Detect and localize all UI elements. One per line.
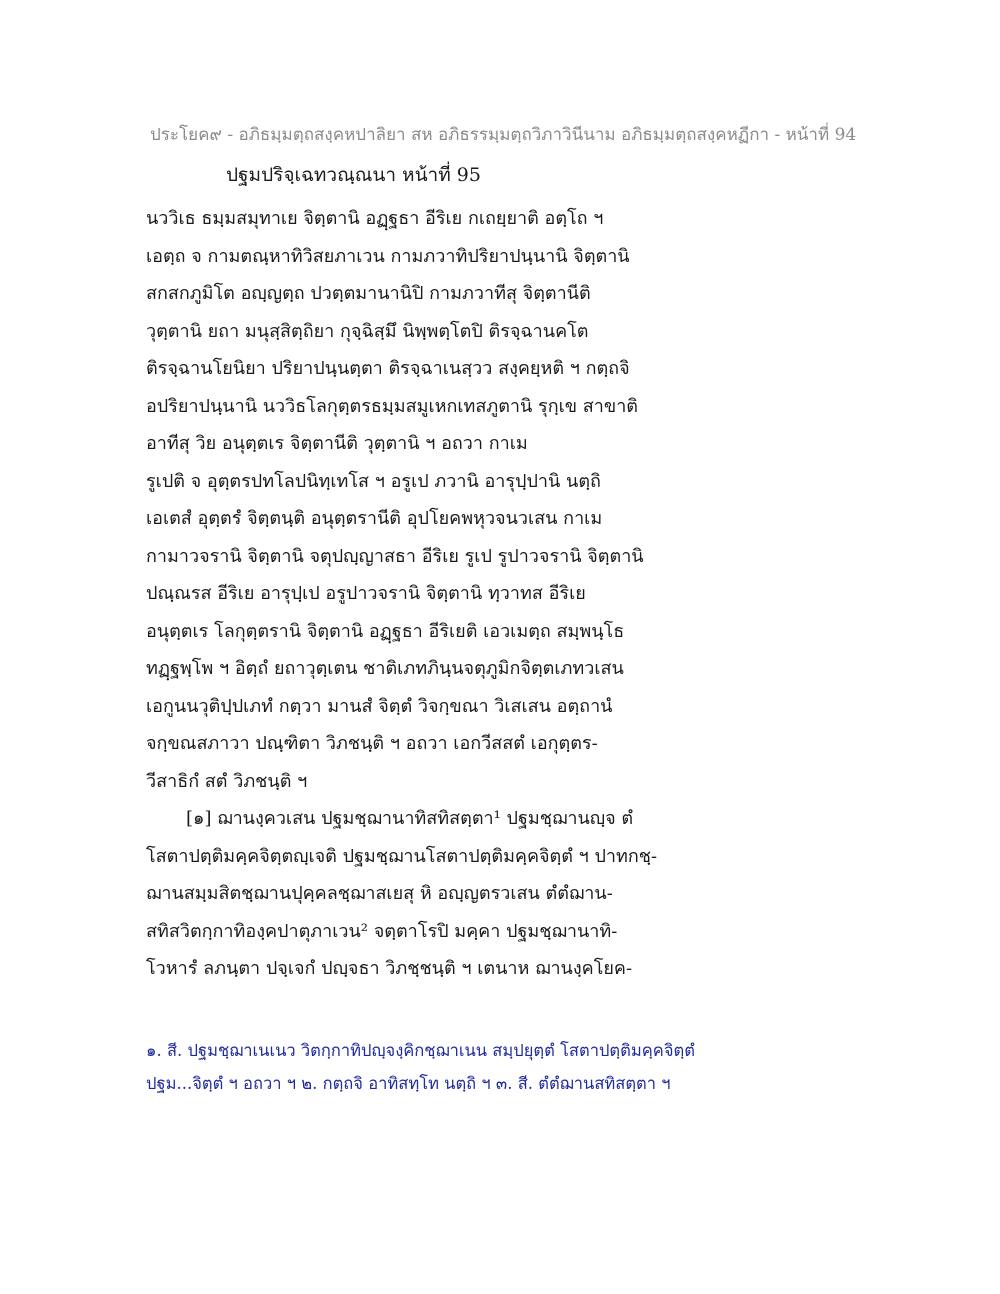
- body-line: ฌานสมฺมสิตชฺฌานปุคฺคลชฺฌาสเยสุ หิ อญฺญตรวเสน ตํตํฌาน-: [146, 883, 613, 904]
- body-line: [๑] ฌานงฺควเสน ปฐมชฺฌานาทิสทิสตฺตา¹ ปฐมชฺฌานญฺจ ตํ: [186, 808, 634, 829]
- section-subheading: ปฐมปริจฺเฉทวณฺณนา หน้าที่ 95: [226, 164, 481, 186]
- body-line: อปริยาปนฺนานิ นววิธโลกุตฺตรธมฺมสมูเหกเทสภูตานิ รุกฺเข สาขาติ: [146, 395, 638, 417]
- body-line: ทฏฺฐพฺโพ ฯ อิตฺถํ ยถาวุตฺเตน ชาติเภทภินฺนจตุภูมิกจิตฺตเภทวเสน: [146, 658, 624, 679]
- body-line: เอตฺถ จ กามตณฺหาทิวิสยภาเวน กามภวาทิปริยาปนฺนานิ จิตฺตานิ: [146, 245, 630, 267]
- running-header: ประโยค๙ - อภิธมฺมตฺถสงฺคหปาลิยา สห อภิธรรมฺมตฺถวิภาวินีนาม อภิธมฺมตฺถสงฺคหฏีกา - หน้าที่ 94: [150, 125, 857, 145]
- body-line: วุตฺตานิ ยถา มนุสฺสิตฺถิยา กุจฺฉิสฺมึ นิพฺพตฺโตปิ ติรจฺฉานคโต: [146, 320, 589, 342]
- footnote-line: ๑. สี. ปฐมชฺฌาเนเนว วิตกฺกาทิปญฺจงฺคิกชฺฌาเนน สมฺปยุตฺตํ โสตาปตฺติมคฺคจิตฺตํ: [146, 1041, 695, 1060]
- body-line: รูเปติ จ อุตฺตรปทโลปนิทฺเทโส ฯ อรูเป ภวานิ อารุปฺปานิ นตฺถิ: [146, 470, 601, 492]
- body-line: จกฺขณสภาวา ปณฺฑิตา วิภชนฺติ ฯ อถวา เอกวีสสตํ เอกุตฺตร-: [146, 733, 598, 754]
- body-line: เอกูนนวุติปฺปเภทํ กตฺวา มานสํ จิตฺตํ วิจกฺขณา วิเสเสน อตฺถานํ: [146, 695, 613, 717]
- body-line: โวหารํ ลภนฺตา ปจฺเจกํ ปญฺจธา วิภชฺชนฺติ ฯ เตนาห ฌานงฺคโยค-: [146, 958, 633, 979]
- body-line: สกสกภูมิโต อญฺญตฺถ ปวตฺตมานานิปิ กามภวาทีสุ จิตฺตานีติ: [146, 283, 591, 304]
- body-line: นววิเธ ธมฺมสมุทาเย จิตฺตานิ อฏฺฐธา อีริเย กเถยฺยาติ อตฺโถ ฯ: [146, 208, 604, 229]
- body-line: กามาวจรานิ จิตฺตานิ จตุปญฺญาสธา อีริเย รูเป รูปาวจรานิ จิตฺตานิ: [146, 545, 644, 567]
- body-line: ติรจฺฉานโยนิยา ปริยาปนฺนตฺตา ติรจฺฉาเนสฺวว สงฺคยฺหติ ฯ กตฺถจิ: [146, 358, 630, 379]
- body-line: อนุตฺตเร โลกุตฺตรานิ จิตฺตานิ อฏฺฐธา อีริเยติ เอวเมตฺถ สมฺพนฺโธ: [146, 620, 625, 642]
- footnote-line: ปฐม...จิตฺตํ ฯ อถวา ฯ ๒. กตฺถจิ อาทิสทฺโท นตฺถิ ฯ ๓. สี. ตํตํฌานสทิสตฺตา ฯ: [146, 1074, 671, 1093]
- body-text: [146, 200, 706, 988]
- body-line: ปณฺณรส อีริเย อารุปฺเป อรูปาวจรานิ จิตฺตานิ ทฺวาทส อีริเย: [146, 583, 586, 604]
- body-line: สทิสวิตกฺกาทิองฺคปาตุภาเวน² จตฺตาโรปิ มคฺคา ปฐมชฺฌานาทิ-: [146, 920, 618, 942]
- footnotes: [146, 1034, 706, 1100]
- body-line: อาทีสุ วิย อนุตฺตเร จิตฺตานีติ วุตฺตานิ ฯ อถวา กาเม: [146, 433, 528, 454]
- body-line: เอเตสํ อุตฺตรํ จิตฺตนฺติ อนุตฺตรานีติ อุปโยคพหุวจนวเสน กาเม: [146, 508, 603, 529]
- body-line: วีสาธิกํ สตํ วิภชนฺติ ฯ: [146, 770, 308, 792]
- body-line: โสตาปตฺติมคฺคจิตฺตญฺเจติ ปฐมชฺฌานโสตาปตฺติมคฺคจิตฺตํ ฯ ปาทกชฺ-: [146, 845, 658, 867]
